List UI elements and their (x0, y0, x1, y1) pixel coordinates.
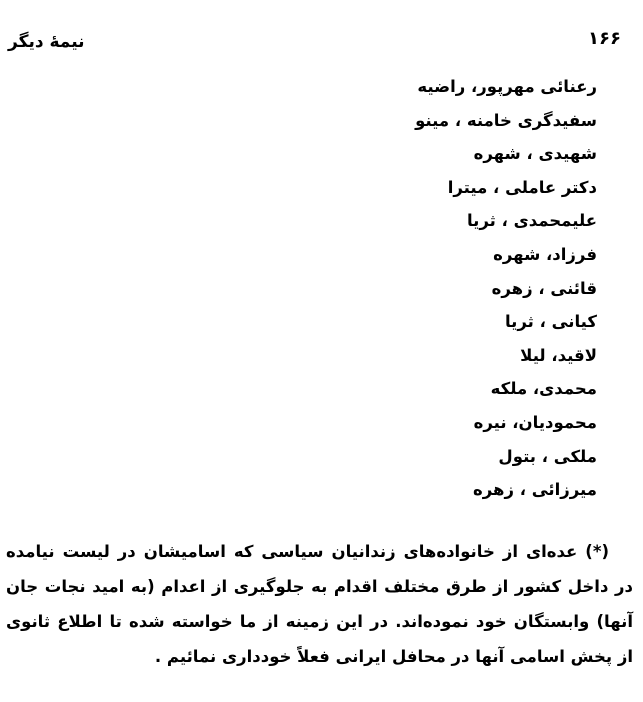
list-item: رعنائی مهرپور، راضیه (417, 77, 597, 96)
footnote-paragraph: (*) عده‌ای از خانواده‌های زندانیان سیاسی که اسامیشان در لیست نیامده در داخل کشور از طرق مختلف اقدام به جلوگیری از اعدام (به امید نجات جان آنها) وابستگان خود نموده‌اند. در این زمینه از ما خواسته شده تا اطلاع ثانوی از پخش اسامی آنها در محافل ایرانی فعلاً خودداری نمائیم . (6, 542, 633, 666)
list-item: دکتر عاملی ، میترا (447, 177, 597, 197)
list-item: میرزائی ، زهره (473, 480, 597, 500)
page-number: ۱۶۶ (588, 28, 621, 49)
list-item: محمودیان، نیره (473, 412, 597, 432)
list-item: فرزاد، شهره (493, 244, 597, 264)
list-item: سفیدگری خامنه ، مینو (415, 110, 597, 130)
list-item: علیمحمدی ، ثریا (466, 211, 597, 231)
list-item: قائنی ، زهره (491, 278, 597, 298)
list-item: کیانی ، ثریا (504, 312, 597, 332)
book-title: نیمهٔ دیگر (8, 32, 85, 52)
list-item: ملکی ، بتول (498, 446, 597, 466)
names-list (415, 70, 597, 507)
list-item: شهیدی ، شهره (473, 144, 597, 164)
list-item: محمدی، ملکه (490, 379, 597, 399)
list-item: لاقید، لیلا (520, 345, 597, 365)
